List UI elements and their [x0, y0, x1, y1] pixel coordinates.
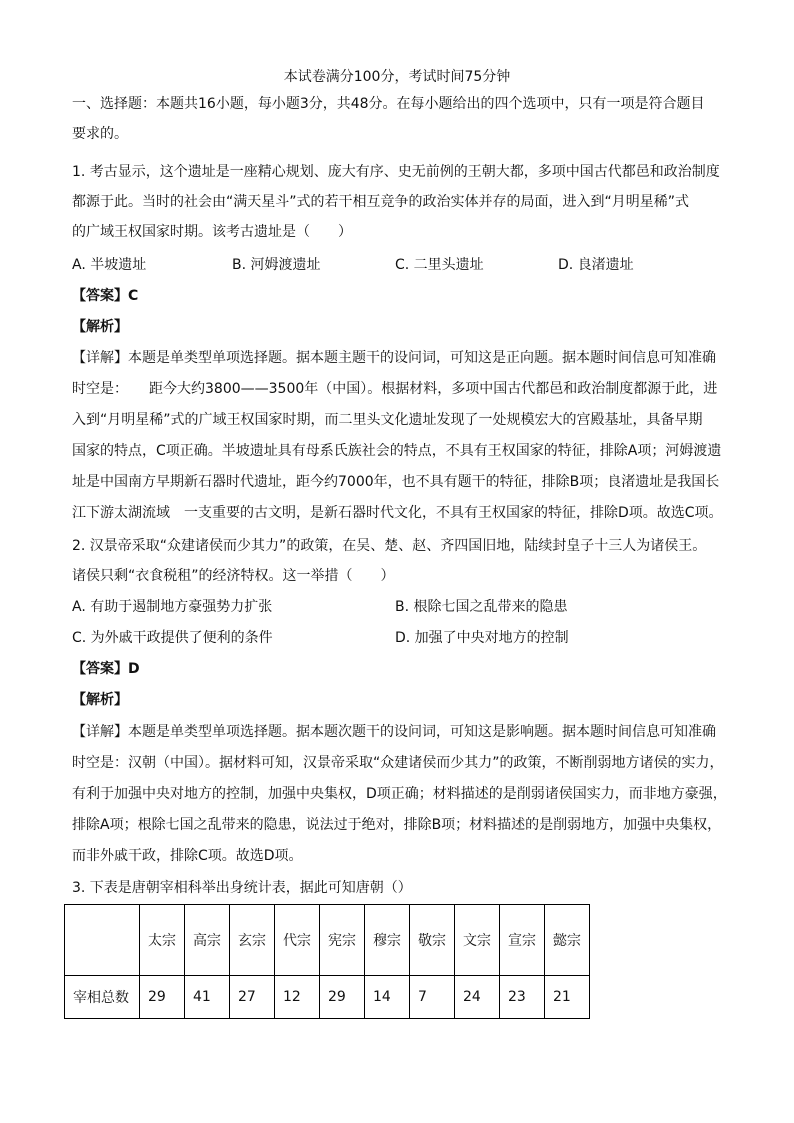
table-header-cell: 宣宗: [500, 905, 545, 976]
table-value-cell: 21: [545, 976, 590, 1019]
q2-option-d: D. 加强了中央对地方的控制: [395, 630, 569, 646]
q1-detail-line6: 江下游太湖流域 一支重要的古文明，是新石器时代文化，不具有王权国家的特征，排除D项。故选C项。: [72, 505, 723, 521]
q2-detail-line4: 排除A项；根除七国之乱带来的隐患，说法过于绝对，排除B项；材料描述的是削弱地方，加强中央集权，: [72, 817, 722, 833]
q1-option-d: D. 良渚遗址: [558, 257, 634, 273]
q1-option-a: A. 半坡遗址: [72, 257, 147, 273]
table-header-cell: 代宗: [275, 905, 320, 976]
table-value-cell: 29: [320, 976, 365, 1019]
q1-option-c: C. 二里头遗址: [395, 257, 484, 273]
table-row: [65, 976, 590, 1019]
q1-option-b: B. 河姆渡遗址: [232, 257, 321, 273]
q2-option-a: A. 有助于遏制地方豪强势力扩张: [72, 599, 273, 615]
table-header-row: [65, 905, 590, 976]
table-value-cell: 23: [500, 976, 545, 1019]
table-header-cell: 敬宗: [410, 905, 455, 976]
q1-detail-line5: 址是中国南方早期新石器时代遗址，距今约7000年，也不具有题干的特征，排除B项；良渚遗址是我国长: [72, 474, 720, 490]
q2-detail-line1: 【详解】本题是单类型单项选择题。据本题次题干的设问词，可知这是影响题。据本题时间信息可知准确: [72, 724, 716, 740]
q2-analysis-label: 【解析】: [72, 692, 128, 708]
table-header-cell: 玄宗: [230, 905, 275, 976]
q2-stem-line1: 2. 汉景帝采取“众建诸侯而少其力”的政策，在吴、楚、赵、齐四国旧地，陆续封皇子十三人为诸侯王。: [72, 538, 707, 554]
section-heading-line1: 一、选择题：本题共16小题，每小题3分，共48分。在每小题给出的四个选项中，只有一项是符合题目: [72, 96, 705, 112]
exam-header: 本试卷满分100分，考试时间75分钟: [283, 69, 511, 85]
q1-stem-line2: 都源于此。当时的社会由“满天星斗”式的若干相互竞争的政治实体并存的局面，进入到“月明星稀”式: [72, 194, 690, 210]
q2-option-b: B. 根除七国之乱带来的隐患: [395, 599, 568, 615]
q2-detail-line3: 有利于加强中央对地方的控制，加强中央集权，D项正确；材料描述的是削弱诸侯国实力，而非地方豪强，: [72, 786, 727, 802]
q1-detail-line2: 时空是： 距今大约3800——3500年（中国）。根据材料，多项中国古代都邑和政治制度都源于此，进: [72, 381, 718, 397]
table-value-cell: 27: [230, 976, 275, 1019]
table-value-cell: 41: [185, 976, 230, 1019]
section-heading-line2: 要求的。: [72, 126, 128, 142]
q1-detail-line3: 入到“月明星稀”式的广域王权国家时期，而二里头文化遗址发现了一处规模宏大的宫殿基址，具备早期: [72, 412, 703, 428]
q1-stem-line1: 1. 考古显示，这个遗址是一座精心规划、庞大有序、史无前例的王朝大都，多项中国古代都邑和政治制度: [72, 164, 720, 180]
table-header-cell: 太宗: [140, 905, 185, 976]
table-header-cell: 高宗: [185, 905, 230, 976]
q1-analysis-label: 【解析】: [72, 319, 128, 335]
q1-detail-line4: 国家的特点，C项正确。半坡遗址具有母系氏族社会的特点，不具有王权国家的特征，排除A项；河姆渡遗: [72, 443, 722, 459]
q2-stem-line2: 诸侯只剩“衣食税租”的经济特权。这一举措（ ）: [72, 568, 395, 584]
table-value-cell: 24: [455, 976, 500, 1019]
q1-detail-line1: 【详解】本题是单类型单项选择题。据本题主题干的设问词，可知这是正向题。据本题时间信息可知准确: [72, 350, 716, 366]
table-header-cell: 懿宗: [545, 905, 590, 976]
q3-stem: 3. 下表是唐朝宰相科举出身统计表，据此可知唐朝（）: [72, 880, 412, 896]
q1-answer: 【答案】C: [72, 288, 139, 304]
q2-detail-line5: 而非外戚干政，排除C项。故选D项。: [72, 848, 303, 864]
q2-option-c: C. 为外戚干政提供了便利的条件: [72, 630, 273, 646]
table-header-cell: 宪宗: [320, 905, 365, 976]
chancellor-stat-table: [64, 904, 590, 1019]
q2-detail-line2: 时空是：汉朝（中国）。据材料可知，汉景帝采取“众建诸侯而少其力”的政策，不断削弱地方诸侯的实力，: [72, 755, 724, 771]
table-header-cell: 文宗: [455, 905, 500, 976]
q2-answer: 【答案】D: [72, 661, 140, 677]
q1-stem-line3: 的广域王权国家时期。该考古遗址是（ ）: [72, 224, 352, 240]
table-value-cell: 14: [365, 976, 410, 1019]
table-value-cell: 12: [275, 976, 320, 1019]
table-value-cell: 7: [410, 976, 455, 1019]
table-value-cell: 29: [140, 976, 185, 1019]
table-corner-cell: [65, 905, 140, 976]
table-header-cell: 穆宗: [365, 905, 410, 976]
table-row-label: 宰相总数: [65, 976, 140, 1019]
